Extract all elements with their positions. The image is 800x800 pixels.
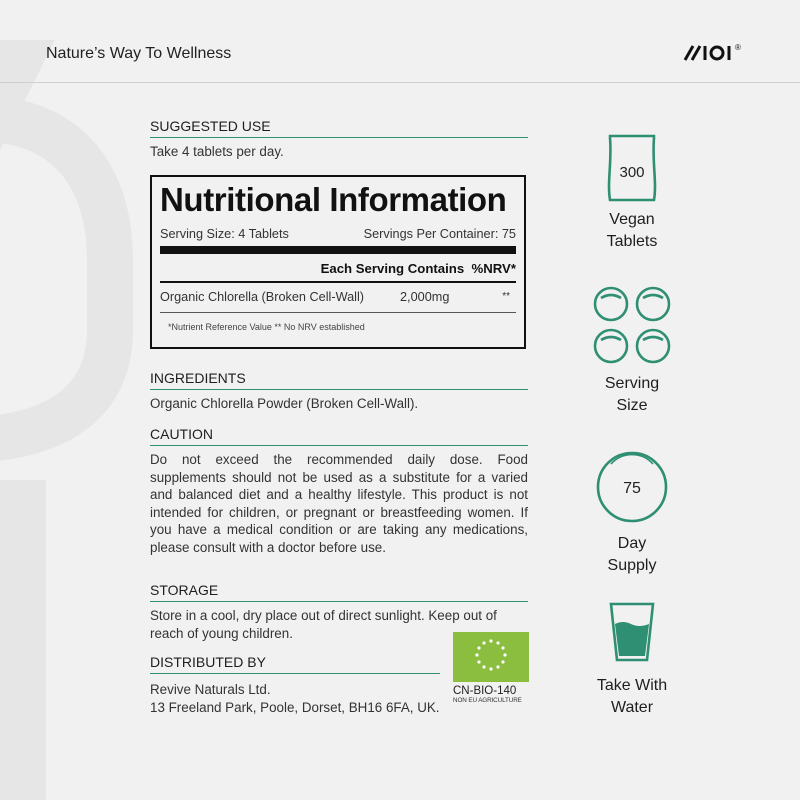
ingredient-row [160,290,516,304]
serving-size: Serving Size: 4 Tablets [160,227,289,241]
day-label: Day [617,535,647,552]
organic-origin: NON EU AGRICULTURE [453,697,522,704]
water-glass-icon [607,600,657,664]
svg-text:300: 300 [619,164,645,181]
storage-title: STORAGE [150,582,528,602]
distributor-name: Revive Naturals Ltd. [150,682,271,697]
eu-organic-leaf-icon [453,632,529,682]
serving-label: Serving [604,375,660,392]
serving-size-badge [580,284,684,417]
ingredient-nrv: ** [502,291,510,302]
svg-text:75: 75 [623,480,641,497]
caution-title: CAUTION [150,426,528,446]
organic-code: CN-BIO-140 [453,685,517,697]
eu-organic-badge [453,632,529,704]
brand-logo [683,40,753,71]
caution-section [150,426,528,557]
nutrition-title: Nutritional Information [160,181,507,218]
vegan-tablets-badge [580,132,684,253]
tablets-label: Tablets [606,233,658,250]
divider [160,281,516,283]
day-supply-badge [580,450,684,577]
ingredients-text: Organic Chlorella Powder (Broken Cell-Wall). [150,396,419,411]
distributed-by-title: DISTRIBUTED BY [150,654,440,674]
nutrition-panel [150,175,526,349]
day-supply-icon [595,450,669,524]
nrv-footnote: *Nutrient Reference Value ** No NRV established [168,322,365,332]
take-with-label: Take With [596,677,668,694]
supply-label: Supply [607,557,657,574]
suggested-use-title: SUGGESTED USE [150,118,528,138]
suggested-use-section [150,118,528,161]
ingredient-amount: 2,000mg [400,290,450,304]
distributor-address: 13 Freeland Park, Poole, Dorset, BH16 6FA, UK. [150,699,440,715]
caution-text: Do not exceed the recommended daily dose. Food supplements should not be used as a substitute for a varied and balanced diet and a healthy lifestyle. This product is not intended for children, or pregnant or breastfeeding women. If you have a medical condition or are taking any medications, please consult with a doctor before use. [150,452,528,555]
water-label: Water [610,699,654,716]
vegan-label: Vegan [609,211,655,228]
suggested-use-text: Take 4 tablets per day. [150,144,284,159]
ingredients-section [150,370,528,413]
each-serving-header: Each Serving Contains %NRV* [320,261,516,276]
svg-text:®: ® [735,43,741,52]
thick-divider [160,246,516,254]
servings-per-container: Servings Per Container: 75 [363,227,516,241]
divider [160,312,516,313]
ingredients-title: INGREDIENTS [150,370,528,390]
size-label: Size [616,397,648,414]
tablets-icon [586,284,678,368]
header-divider [0,82,800,83]
distributed-by-section [150,654,440,716]
ingredient-name: Organic Chlorella (Broken Cell-Wall) [160,290,364,304]
take-with-water-badge [580,600,684,719]
storage-text: Store in a cool, dry place out of direct sunlight. Keep out of reach of young children. [150,608,497,641]
pouch-icon [602,132,662,204]
tagline: Nature’s Way To Wellness [46,45,232,62]
